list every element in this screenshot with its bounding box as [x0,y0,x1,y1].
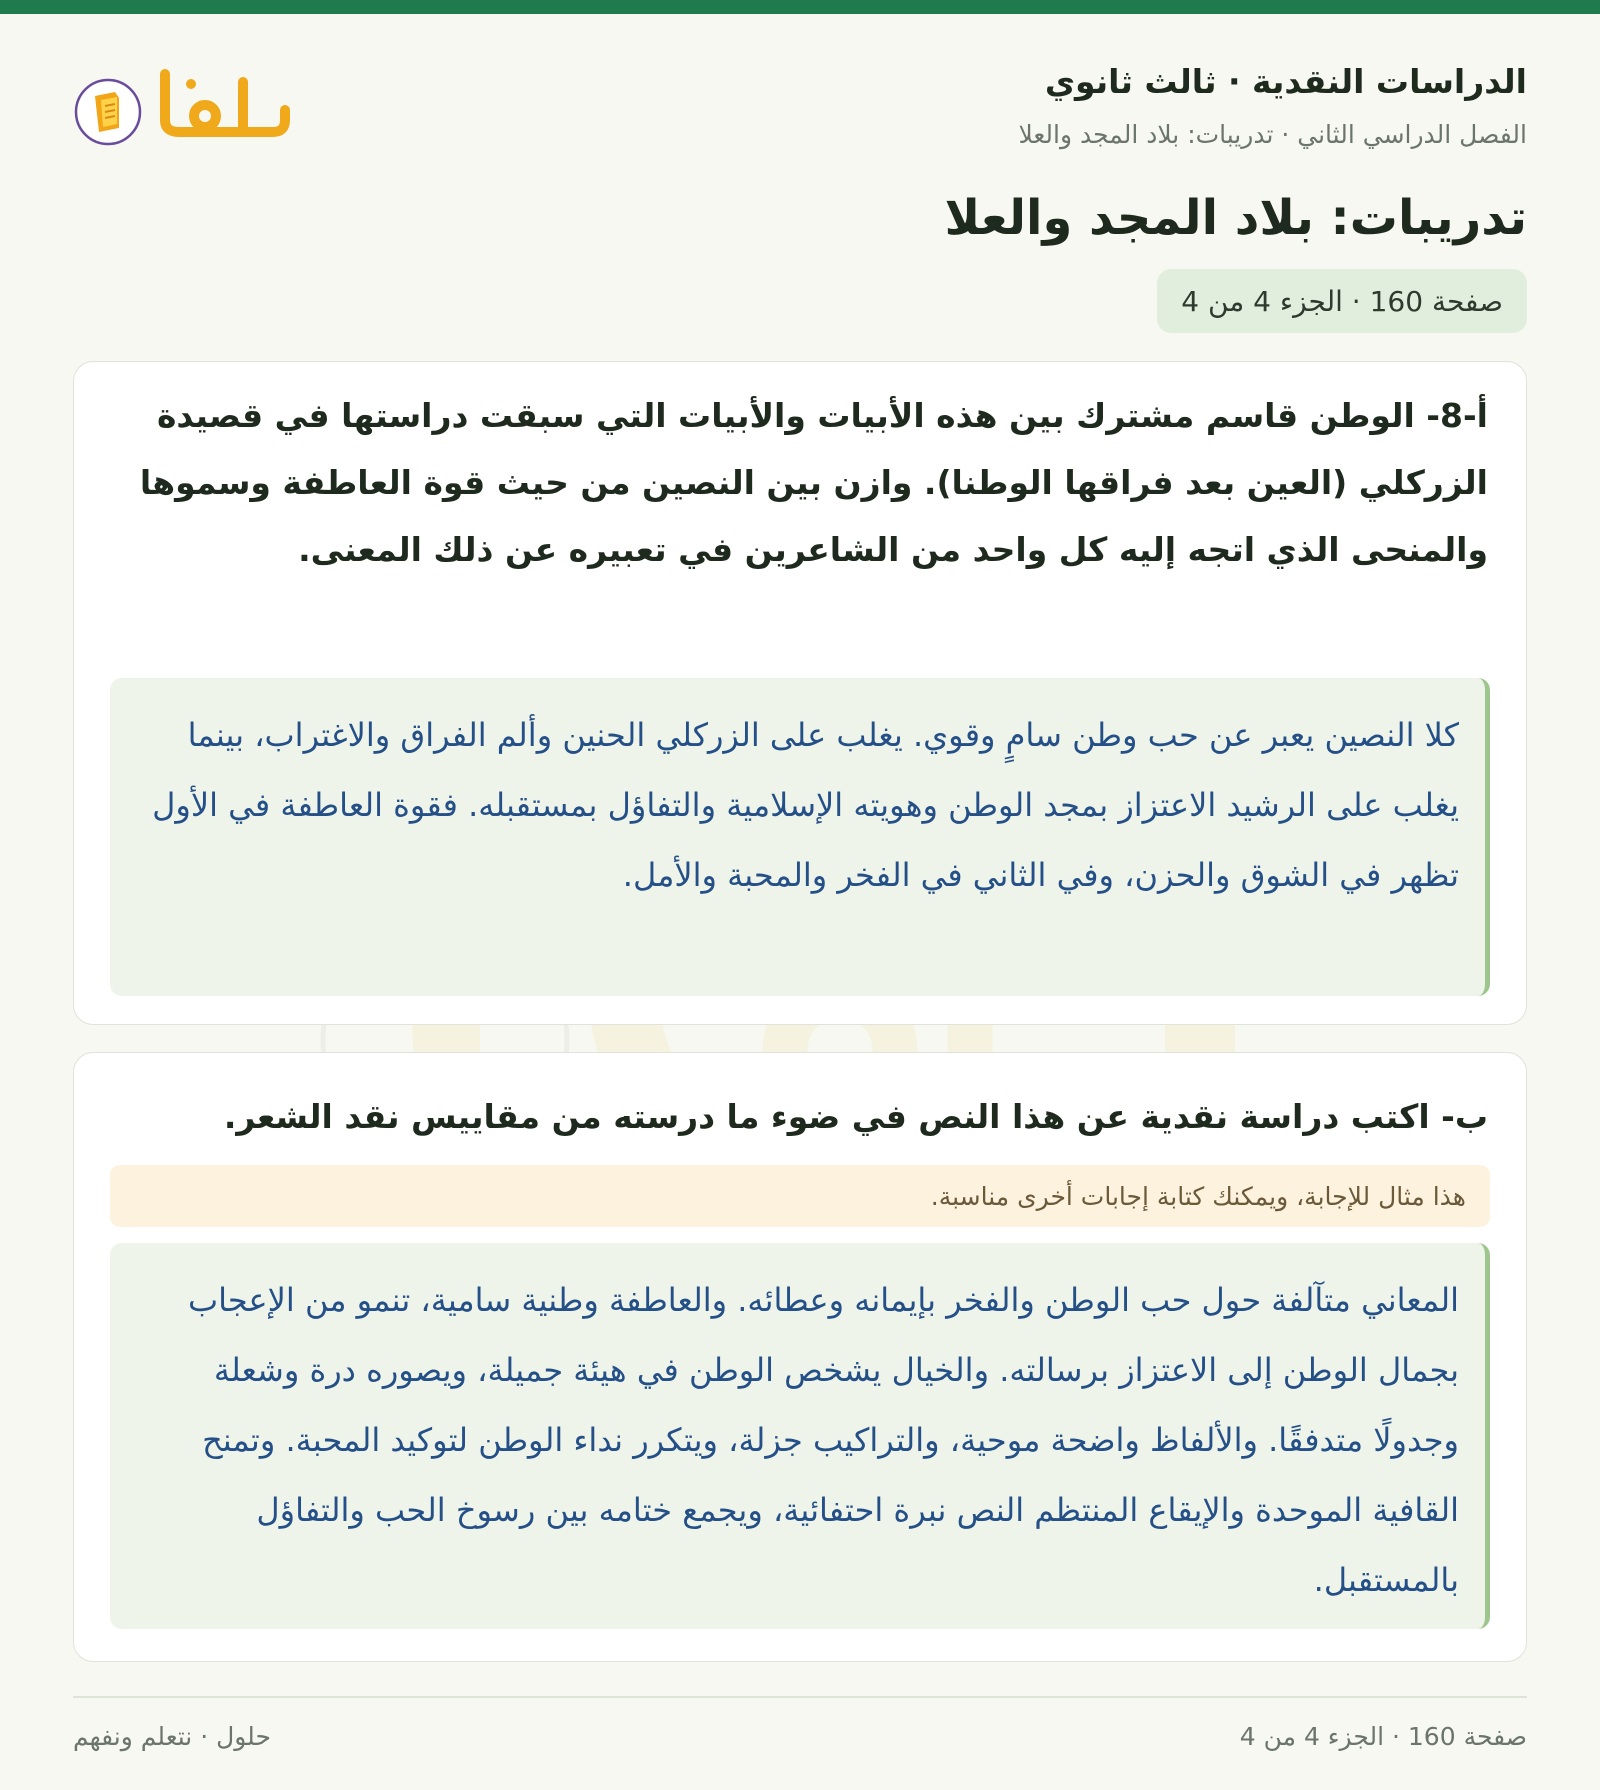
page-badge: صفحة 160 · الجزء 4 من 4 [1157,269,1527,333]
book-icon [95,92,119,132]
footer-page-info: صفحة 160 · الجزء 4 من 4 [1239,1722,1527,1751]
footer-brand[interactable]: حلول · نتعلم ونفهم [73,1722,271,1751]
page-header [73,62,1527,162]
question-text: ب- اكتب دراسة نقدية عن هذا النص في ضوء ما درسته من مقاييس نقد الشعر. [223,1097,1488,1136]
answer-box: المعاني متآلفة حول حب الوطن والفخر بإيمانه وعطائه. والعاطفة وطنية سامية، تنمو من الإعجاب بجمال الوطن إلى الاعتزاز برسالته. والخيال يشخص الوطن في هيئة جميلة، ويصوره درة وشعلة وجدولًا متدفقًا. والألفاظ واضحة موحية، والتراكيب جزلة، ويتكرر نداء الوطن لتوكيد المحبة. وتمنح القافية الموحدة والإيقاع المنتظم النص نبرة احتفائية، ويجمع ختامه بين رسوخ الحب والتفاؤل بالمستقبل. [110,1243,1490,1629]
footer-divider [73,1696,1527,1698]
question-text: أ-8- الوطن قاسم مشترك بين هذه الأبيات والأبيات التي سبقت دراستها في قصيدة الزركلي (العين بعد فراقها الوطنا). وازن بين النصين من حيث قوة العاطفة وسموها والمنحى الذي اتجه إليه كل واحد من الشاعرين في تعبيره عن ذلك المعنى. [139,396,1488,569]
breadcrumb[interactable]: الفصل الدراسي الثاني · تدريبات: بلاد المجد والعلا [1018,120,1527,149]
top-accent-bar [0,0,1600,14]
answer-note: هذا مثال للإجابة، ويمكنك كتابة إجابات أخرى مناسبة. [110,1165,1490,1227]
hulul-logo[interactable] [73,62,293,152]
page-title: تدريبات: بلاد المجد والعلا [944,190,1527,246]
question-card-1 [73,361,1527,1025]
question-card-2 [73,1052,1527,1662]
answer-box: كلا النصين يعبر عن حب وطن سامٍ وقوي. يغلب على الزركلي الحنين وألم الفراق والاغتراب، بينما يغلب على الرشيد الاعتزاز بمجد الوطن وهويته الإسلامية والتفاؤل بمستقبله. فقوة العاطفة في الأول تظهر في الشوق والحزن، وفي الثاني في الفخر والمحبة والأمل. [110,678,1490,996]
course-title: الدراسات النقدية · ثالث ثانوي [1044,62,1527,101]
